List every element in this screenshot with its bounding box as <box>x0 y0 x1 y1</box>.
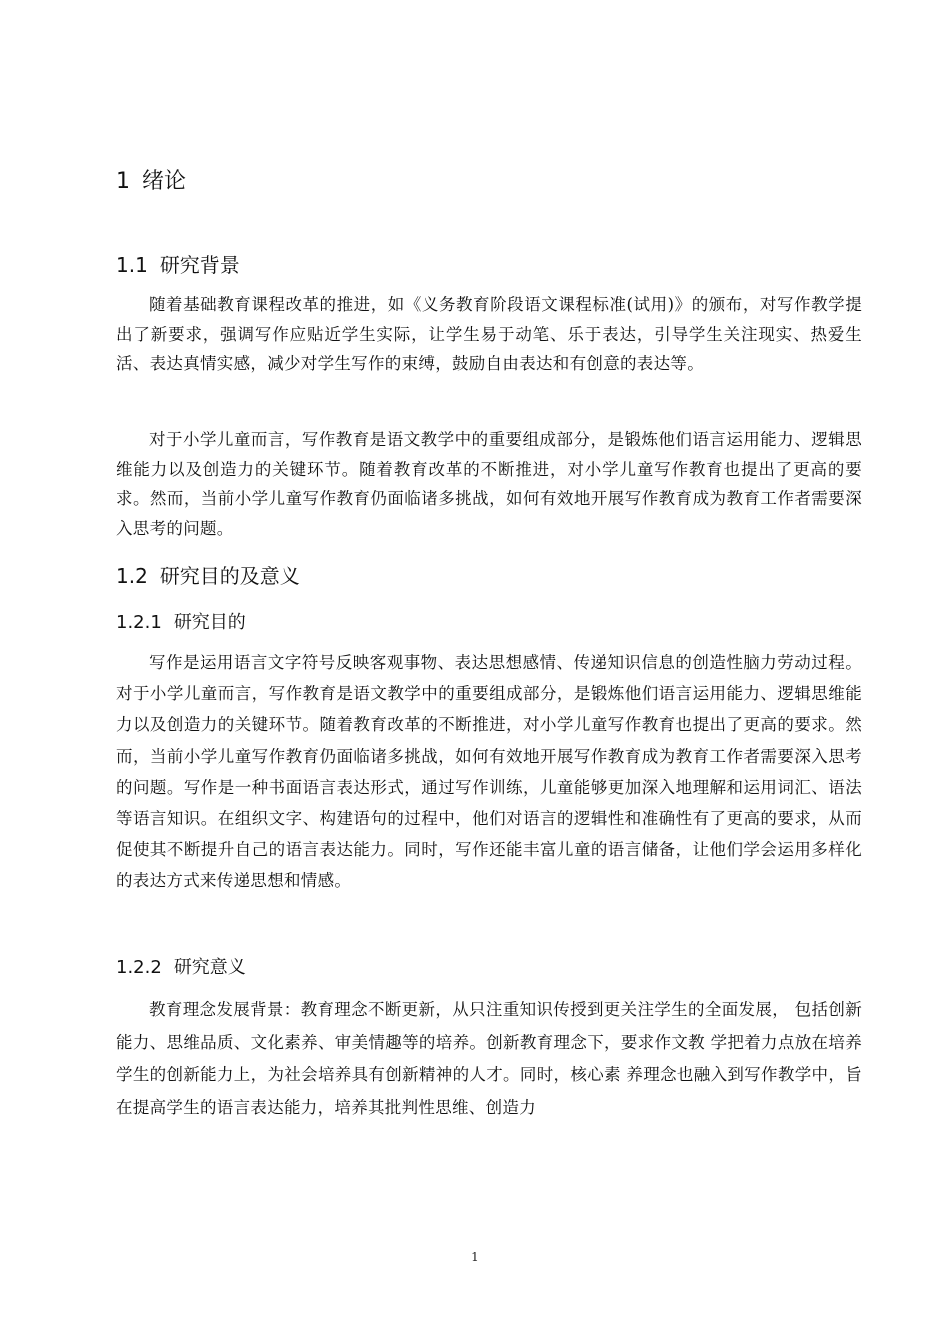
chapter-heading <box>116 164 186 195</box>
page-number: 1 <box>471 1250 479 1264</box>
subsection-heading-1-2-1 <box>116 608 246 634</box>
section-number: 1.2 <box>116 564 148 588</box>
significance-paragraph: 教育理念发展背景：教育理念不断更新，从只注重知识传授到更关注学生的全面发展， 包括创新能力、思维品质、文化素养、审美情趣等的培养。创新教育理念下，要求作文教 学把着力点放在培养学生的创新能力上，为社会培养具有创新精神的人才。同时，核心素 养理念也融入到写作教学中，旨在提高学生的语言表达能力，培养其批判性思维、创造力 <box>116 1000 862 1117</box>
background-paragraph-2: 对于小学儿童而言，写作教育是语文教学中的重要组成部分，是锻炼他们语言运用能力、逻辑思维能力以及创造力的关键环节。随着教育改革的不断推进，对小学儿童写作教育也提出了更高的要求。然而，当前小学儿童写作教育仍面临诸多挑战，如何有效地开展写作教育成为教育工作者需要深入思考的问题。 <box>116 430 862 538</box>
chapter-number: 1 <box>116 169 130 194</box>
section-title: 研究目的及意义 <box>159 564 300 588</box>
purpose-paragraph: 写作是运用语言文字符号反映客观事物、表达思想感情、传递知识信息的创造性脑力劳动过程。对于小学儿童而言，写作教育是语文教学中的重要组成部分，是锻炼他们语言运用能力、逻辑思维能力以及创造力的关键环节。随着教育改革的不断推进，对小学儿童写作教育也提出了更高的要求。然而，当前小学儿童写作教育仍面临诸多挑战，如何有效地开展写作教育成为教育工作者需要深入思考的问题。写作是一种书面语言表达形式，通过写作训练，儿童能够更加深入地理解和运用词汇、语法等语言知识。在组织文字、构建语句的过程中，他们对语言的逻辑性和准确性有了更高的要求，从而促使其不断提升自己的语言表达能力。同时，写作还能丰富儿童的语言储备，让他们学会运用多样化的表达方式来传递思想和情感。 <box>116 653 862 891</box>
subsection-number: 1.2.2 <box>116 957 162 978</box>
subsection-heading-1-2-2 <box>116 953 246 979</box>
section-title: 研究背景 <box>159 253 240 277</box>
section-heading-1-1 <box>116 249 240 278</box>
background-paragraph-1: 随着基础教育课程改革的推进，如《义务教育阶段语文课程标准(试用)》的颁布，对写作教学提出了新要求，强调写作应贴近学生实际，让学生易于动笔、乐于表达，引导学生关注现实、热爱生活、表达真情实感，减少对学生写作的束缚，鼓励自由表达和有创意的表达等。 <box>116 295 862 373</box>
subsection-title: 研究意义 <box>173 957 246 978</box>
section-heading-1-2 <box>116 560 300 589</box>
chapter-title: 绪论 <box>142 169 187 194</box>
subsection-number: 1.2.1 <box>116 612 162 633</box>
section-number: 1.1 <box>116 253 148 277</box>
subsection-title: 研究目的 <box>173 612 246 633</box>
